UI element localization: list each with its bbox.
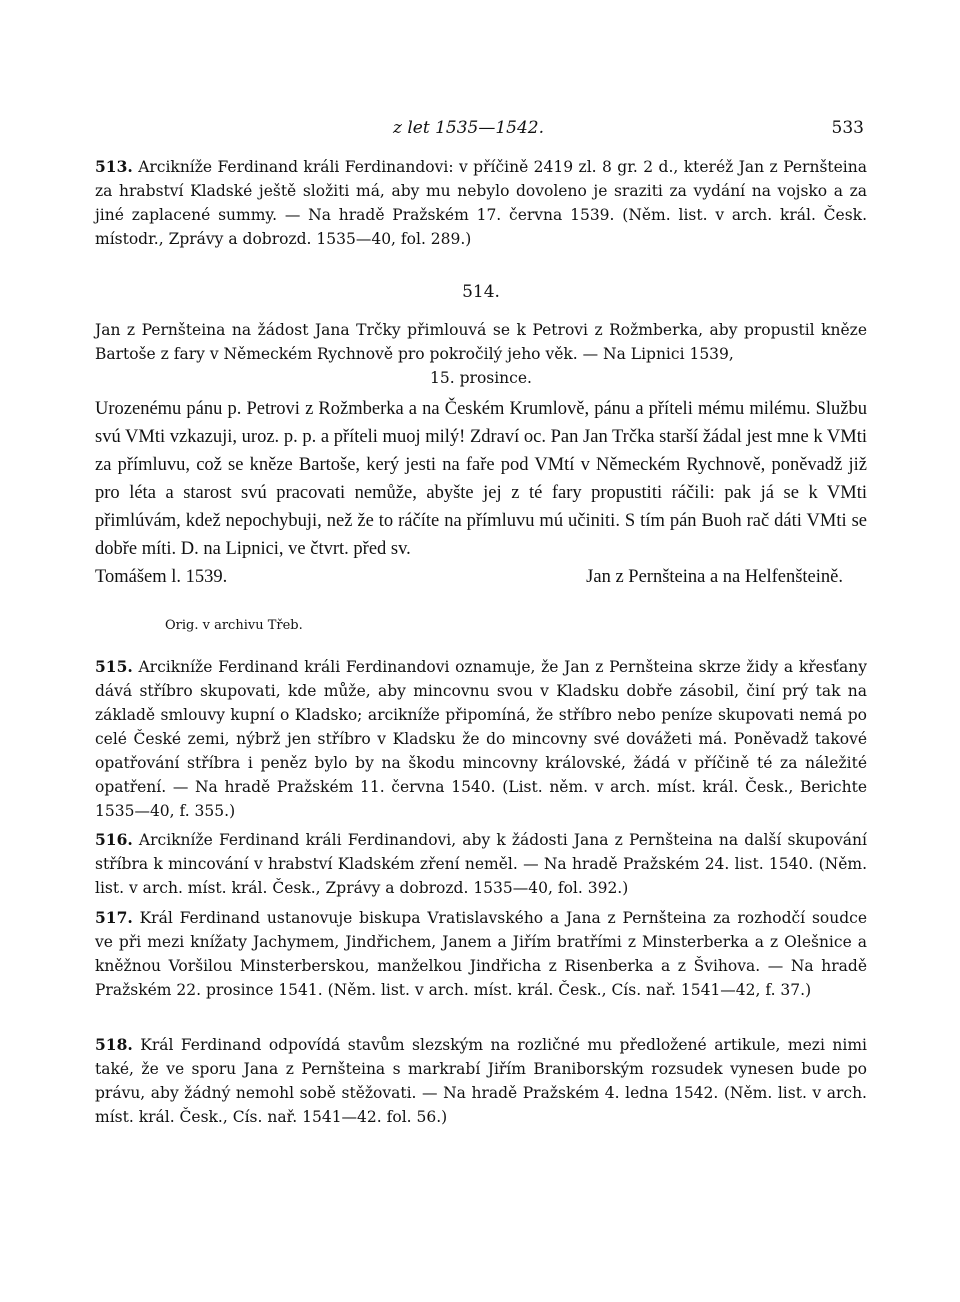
source-note: Orig. v archivu Třeb. bbox=[165, 618, 303, 633]
letter-closing bbox=[95, 563, 867, 591]
letter-body bbox=[95, 395, 867, 591]
entry-number: 516. bbox=[95, 830, 133, 849]
entry-514-number: 514. bbox=[462, 282, 500, 302]
entry-516 bbox=[95, 828, 867, 900]
entry-text: Král Ferdinand odpovídá stavům slezským na rozličné mu předložené artikule, mezi nimi také, že ve sporu Jana z Pernšteina s markrabí Jiřím Braniborským rozsudek vynesen bude po právu, aby žádný nemohl sobě stěžovati. — Na hradě Pražském 4. ledna 1542. (Něm. list. v arch. míst. král. Česk., Cís. nař. 1541—42. fol. 56.) bbox=[95, 1036, 867, 1126]
entry-517 bbox=[95, 906, 867, 1002]
signature: Jan z Pernšteina a na Helfenšteině. bbox=[586, 567, 843, 587]
entry-number: 518. bbox=[95, 1035, 133, 1054]
entry-date-line: 15. prosince. bbox=[430, 369, 532, 387]
running-head bbox=[0, 118, 960, 142]
entry-text: Arcikníže Ferdinand králi Ferdinandovi: v příčině 2419 zl. 8 gr. 2 d., kteréž Jan z Pernšteina za hrabství Kladské ještě složiti má, aby mu nebylo dovoleno je sraziti za vydání na vojsko a za jiné zaplacené summy. — Na hradě Pražském 17. června 1539. (Něm. list. v arch. král. Česk. místodr., Zprávy a dobrozd. 1535—40, fol. 289.) bbox=[95, 158, 867, 248]
entry-number: 517. bbox=[95, 908, 133, 927]
entry-number: 515. bbox=[95, 657, 133, 676]
entry-518 bbox=[95, 1033, 867, 1129]
entry-text: Král Ferdinand ustanovuje biskupa Vratislavského a Jana z Pernšteina za rozhodčí soudce ve při mezi knížaty Jachymem, Jindřichem, Janem a Jiřím bratřími z Minsterberka a z Olešnice a kněžnou Voršilou Minsterberskou, manželkou Jindřicha z Risenberka a z Švihova. — Na hradě Pražském 22. prosince 1541. (Něm. list. v arch. míst. král. Česk., Cís. nař. 1541—42, f. 37.) bbox=[95, 909, 867, 999]
letter-text: Urozenému pánu p. Petrovi z Rožmberka a na Českém Krumlově, pánu a příteli mému milému. Službu svú VMti vzkazuji, uroz. p. p. a příteli muoj milý! Zdraví oc. Pan Jan Trčka starší žádal jest mne k VMti za přímluvu, což se kněze Bartoše, kerý jesti na faře pod VMtí v Německém Rychnově, poněvadž již pro léta a starost svú pracovati nemůže, abyšte jej z té fary propustiti ráčili: pak já se k VMti přimlúvám, kdež nepochybuji, než že to ráčíte na přímluvu mú učiniti. S tím pán Buoh rač dáti VMti se dobře míti. D. na Lipnici, ve čtvrt. před sv. bbox=[95, 399, 867, 559]
entry-number: 513. bbox=[95, 157, 133, 176]
closing-date: Tomášem l. 1539. bbox=[95, 567, 228, 587]
running-title: z let 1535—1542. bbox=[393, 118, 545, 138]
page-number: 533 bbox=[831, 118, 864, 138]
entry-515 bbox=[95, 655, 867, 823]
entry-513 bbox=[95, 155, 867, 251]
entry-text: Arcikníže Ferdinand králi Ferdinandovi, aby k žádosti Jana z Pernšteina na další skupování stříbra k mincování v hrabství Kladském zření neměl. — Na hradě Pražském 24. list. 1540. (Něm. list. v arch. míst. král. Česk., Zprávy a dobrozd. 1535—40, fol. 392.) bbox=[95, 831, 867, 897]
entry-text: Arcikníže Ferdinand králi Ferdinandovi oznamuje, že Jan z Pernšteina skrze židy a křesťany dává stříbro skupovati, kde může, aby mincovnu svou v Kladsku dobře zásobil, činí prý tak na základě smlouvy kupní o Kladsko; arcikníže připomíná, že stříbro nebo peníze skupovati nemá po celé České zemi, nýbrž jen stříbro v Kladsku že do mincovny své dovážeti má. Poněvadž takové opatřování stříbra i peněz bylo by na škodu mincovny královské, žádá v příčině té za náležité opatření. — Na hradě Pražském 11. června 1540. (List. něm. v arch. míst. král. Česk., Berichte 1535—40, f. 355.) bbox=[95, 658, 867, 820]
entry-514-summary bbox=[95, 318, 867, 390]
entry-summary: Jan z Pernšteina na žádost Jana Trčky přimlouvá se k Petrovi z Rožmberka, aby propustil kněze Bartoše z fary v Německém Rychnově pro pokročilý jeho věk. — Na Lipnici 1539, bbox=[95, 321, 867, 363]
